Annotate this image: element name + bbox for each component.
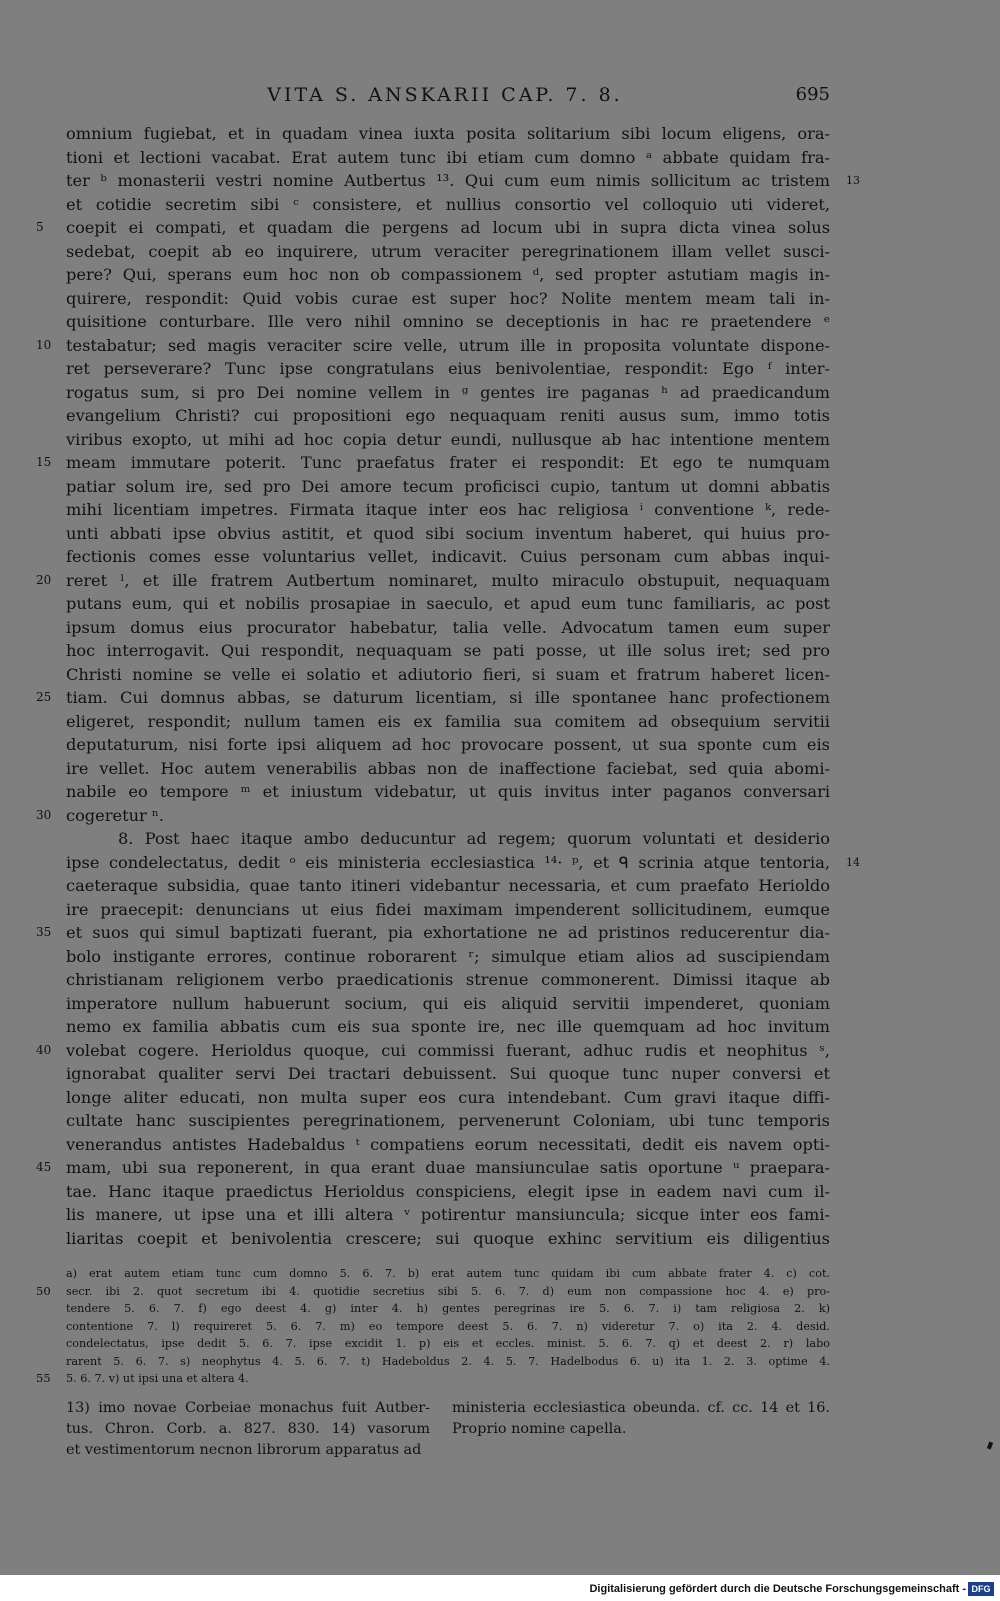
text-line [66, 263, 830, 287]
line-text: patiar solum ire, sed pro Dei amore tecum proficisci cupio, tantum ut domni abbatis [66, 476, 830, 496]
text-line [36, 804, 830, 828]
text-line [36, 216, 830, 240]
text-line [66, 240, 830, 264]
line-text: a) erat autem etiam tunc cum domno 5. 6. 7. b) erat autem tunc quidam ibi cum abbate frater 4. c) cot. [66, 1267, 830, 1280]
margin-note-ref: 13 [846, 174, 860, 187]
line-text: deputaturum, nisi forte ipsi aliquem ad hoc provocare possent, ut sua sponte cum eis [66, 735, 830, 754]
text-line [452, 1419, 830, 1440]
footer-bar [0, 1578, 1000, 1601]
running-head [60, 84, 830, 108]
line-number: 35 [36, 925, 52, 939]
text-line [66, 710, 830, 734]
line-number: 45 [36, 1160, 52, 1174]
line-number: 10 [36, 337, 52, 352]
text-line [36, 451, 830, 475]
text-line [66, 898, 830, 922]
line-text: Christi nomine se velle ei solatio et adiutorio fieri, si suam et fratrum haberet licen- [66, 664, 830, 684]
text-line [66, 968, 830, 992]
line-text: fectionis comes esse voluntarius vellet, indicavit. Cuius personam cum abbas inqui- [66, 547, 830, 566]
line-text: quisitione conturbare. Ille vero nihil omnino se deceptionis in hac re praetendere ᵉ [66, 312, 830, 331]
text-line [66, 1227, 830, 1251]
line-text: eligeret, respondit; nullum tamen eis ex familia sua comitem ad obsequium servitii [66, 711, 830, 731]
page-title: VITA S. ANSKARII CAP. 7. 8. [267, 84, 623, 106]
line-text: quirere, respondit: Quid vobis curae est super hoc? Nolite mentem meam tali in- [66, 288, 830, 308]
line-text: tiam. Cui domnus abbas, se daturum licentiam, si ille spontanee hanc profectionem [66, 688, 830, 707]
text-line [66, 1318, 830, 1336]
line-text: bolo instigante errores, continue roborarent ʳ; simulque etiam alios ad suscipiendam [66, 946, 830, 966]
text-line [66, 146, 830, 170]
text-line [66, 1180, 830, 1204]
line-text: nabile eo tempore ᵐ et iniustum videbatur, ut quis invitus inter paganos conversari [66, 782, 830, 801]
text-line [66, 992, 830, 1016]
text-line [36, 1039, 830, 1063]
text-line [66, 733, 830, 757]
line-text: imperatore nullum habuerunt socium, qui eis aliquid servitii impenderet, quoniam [66, 993, 830, 1013]
text-line [66, 475, 830, 499]
line-number: 25 [36, 690, 52, 704]
scan-speck [987, 1442, 993, 1450]
text-line [66, 1300, 830, 1318]
line-text: caeteraque subsidia, quae tanto itineri videbantur necessaria, et cum praefato Herioldo [66, 876, 830, 895]
line-text: meam immutare poterit. Tunc praefatus frater ei respondit: Et ego te numquam [66, 453, 830, 472]
text-line [66, 1335, 830, 1353]
line-text: omnium fugiebat, et in quadam vinea iuxta posita solitarium sibi locum eligens, ora- [66, 124, 830, 143]
text-line [66, 1265, 830, 1283]
line-text: cultate hanc suscipientes peregrinationem, pervenerunt Coloniam, ubi tunc temporis [66, 1111, 830, 1130]
text-line [36, 1370, 830, 1388]
line-text: Proprio nomine capella. [452, 1421, 627, 1437]
commentary-right-column [452, 1398, 830, 1440]
line-text: ignorabat qualiter servi Dei tractari debuissent. Sui quoque tunc nuper conversi et [66, 1064, 830, 1083]
main-text [36, 122, 860, 1250]
text-line [66, 639, 830, 663]
line-text: liaritas coepit et benivolentia crescere; sui quoque exhinc servitium eis diligentius [66, 1228, 830, 1248]
line-text: reret ˡ, et ille fratrem Autbertum nominaret, multo miraculo obstupuit, nequaquam [66, 570, 830, 590]
line-number: 50 [36, 1283, 51, 1298]
line-text: 5. 6. 7. v) ut ipsi una et altera 4. [66, 1372, 249, 1385]
text-line [66, 1203, 830, 1227]
text-line [66, 381, 830, 405]
line-text: longe aliter educati, non multa super eos cura intendebant. Cum gravi itaque diffi- [66, 1087, 830, 1107]
text-line [66, 945, 830, 969]
text-line [66, 757, 830, 781]
text-line [66, 1015, 830, 1039]
text-line [66, 874, 830, 898]
line-text: ret perseverare? Tunc ipse congratulans eius benivolentiae, respondit: Ego ᶠ inter- [66, 359, 830, 378]
line-text: tioni et lectioni vacabat. Erat autem tunc ibi etiam cum domno ᵃ abbate quidam fra- [66, 147, 830, 167]
line-text: 13) imo novae Corbeiae monachus fuit Autber- [66, 1400, 430, 1416]
line-number: 30 [36, 807, 52, 822]
funding-notice: Digitalisierung gefördert durch die Deutsche Forschungsgemeinschaft - [589, 1583, 966, 1595]
line-text: ipse condelectatus, dedit ᵒ eis ministeria ecclesiastica ¹⁴· ᵖ, et ᑫ scrinia atque tentoria, [66, 852, 830, 872]
text-line [66, 522, 830, 546]
line-text: rogatus sum, si pro Dei nomine vellem in ᵍ gentes ire paganas ʰ ad praedicandum [66, 382, 830, 402]
line-number: 15 [36, 455, 52, 469]
line-text: testabatur; sed magis veraciter scire velle, utrum ille in proposita voluntate dispone- [66, 335, 830, 355]
text-line [36, 1283, 830, 1301]
line-text: christianam religionem verbo praedicationis strenue commonerent. Dimissi itaque ab [66, 970, 830, 989]
text-line [66, 1353, 830, 1371]
line-text: unti abbati ipse obvius astitit, et quod sibi socium inventum haberet, qui huius pro- [66, 523, 830, 543]
text-line [66, 357, 830, 381]
line-number: 55 [36, 1371, 51, 1385]
line-text: 8. Post haec itaque ambo deducuntur ad regem; quorum voluntati et desiderio [118, 829, 830, 848]
line-text: ipsum domus eius procurator habebatur, talia velle. Advocatum tamen eum super [66, 617, 830, 637]
line-text: rarent 5. 6. 7. s) neophytus 4. 5. 6. 7. t) Hadeboldus 2. 4. 5. 7. Hadelbodus 6. u) ita 1. 2. 3. optime 4. [66, 1354, 830, 1368]
text-line [66, 310, 830, 334]
dfg-logo: DFG [968, 1582, 994, 1596]
line-text: et vestimentorum necnon librorum apparatus ad [66, 1442, 422, 1458]
line-text: cogeretur ⁿ. [66, 805, 165, 825]
line-text: hoc interrogavit. Qui respondit, nequaquam se pati posse, ut ille solus iret; sed pro [66, 641, 830, 660]
page-number: 695 [795, 84, 830, 105]
text-line [36, 921, 830, 945]
critical-apparatus [36, 1265, 830, 1388]
line-text: mam, ubi sua reponerent, in qua erant duae mansiunculae satis oportune ᵘ praepara- [66, 1158, 830, 1177]
line-text: contentione 7. l) requireret 5. 6. 7. m) eo tempore deest 5. 6. 7. n) videretur 7. o) ita 2. 4. desid. [66, 1319, 830, 1333]
text-line [66, 498, 830, 522]
text-line [66, 1419, 430, 1440]
line-text: tus. Chron. Corb. a. 827. 830. 14) vasorum [66, 1421, 430, 1437]
line-text: putans eum, qui et nobilis prosapiae in saeculo, et apud eum tunc familiaris, ac post [66, 594, 830, 613]
line-text: et cotidie secretim sibi ᶜ consistere, et nullius consortio vel colloquio uti videret, [66, 194, 830, 214]
line-number: 5 [36, 220, 44, 234]
text-line [36, 1156, 830, 1180]
line-text: tae. Hanc itaque praedictus Herioldus conspiciens, elegit ipse in eadem navi cum il- [66, 1181, 830, 1201]
text-line [66, 851, 860, 875]
text-line [66, 1440, 430, 1461]
text-line [452, 1398, 830, 1419]
text-line [66, 193, 830, 217]
line-text: sedebat, coepit ab eo inquirere, utrum veraciter peregrinationem illam vellet susci- [66, 241, 830, 261]
line-text: venerandus antistes Hadebaldus ᵗ compatiens eorum necessitati, dedit eis navem opti- [66, 1134, 830, 1154]
line-text: et suos qui simul baptizati fuerant, pia exhortatione ne ad pristinos reducerentur dia- [66, 923, 830, 942]
line-text: lis manere, ut ipse una et illi altera ᵛ potirentur mansiuncula; sicque inter eos fami- [66, 1205, 830, 1224]
text-line [66, 1109, 830, 1133]
text-line [36, 334, 830, 358]
line-text: ter ᵇ monasterii vestri nomine Autbertus ¹³. Qui cum eum nimis sollicitum ac tristem [66, 171, 830, 190]
commentary-left-column [66, 1398, 430, 1461]
text-line [66, 827, 830, 851]
text-line [66, 287, 830, 311]
line-text: ministeria ecclesiastica obeunda. cf. cc. 14 et 16. [452, 1400, 830, 1416]
text-line [36, 569, 830, 593]
line-text: pere? Qui, sperans eum hoc non ob compassionem ᵈ, sed propter astutiam magis in- [66, 265, 830, 284]
text-line [36, 686, 830, 710]
text-line [66, 1398, 430, 1419]
line-text: secr. ibi 2. quot secretum ibi 4. quotidie secretius sibi 5. 6. 7. d) eum non compassione hoc 4. e) pro- [66, 1284, 830, 1298]
line-text: evangelium Christi? cui propositioni ego nequaquam reniti ausus sum, immo totis [66, 406, 830, 425]
line-number: 20 [36, 572, 52, 587]
text-line [66, 1086, 830, 1110]
line-text: ire vellet. Hoc autem venerabilis abbas non de inaffectione faciebat, sed quia abomi- [66, 758, 830, 778]
line-text: condelectatus, ipse dedit 5. 6. 7. ipse excidit 1. p) eis et eccles. minist. 5. 6. 7. q) et deest 2. r) labo [66, 1337, 830, 1350]
line-text: viribus exopto, ut mihi ad hoc copia detur eundi, nullusque ab hac intentione mentem [66, 429, 830, 449]
line-number: 40 [36, 1042, 52, 1057]
text-line [66, 545, 830, 569]
line-text: volebat cogere. Herioldus quoque, cui commissi fuerant, adhuc rudis et neophitus ˢ, [66, 1040, 830, 1060]
text-line [66, 592, 830, 616]
text-line [66, 663, 830, 687]
line-text: coepit ei compati, et quadam die pergens ad locum ubi in supra dicta vinea solus [66, 218, 830, 237]
text-line [66, 1133, 830, 1157]
text-line [66, 122, 830, 146]
text-line [66, 169, 860, 193]
line-text: mihi licentiam impetres. Firmata itaque inter eos hac religiosa ⁱ conventione ᵏ, rede- [66, 500, 830, 519]
line-text: nemo ex familia abbatis cum eis sua sponte ire, nec ille quemquam ad hoc invitum [66, 1017, 830, 1036]
margin-note-ref: 14 [846, 855, 860, 869]
text-line [66, 428, 830, 452]
text-line [66, 404, 830, 428]
line-text: tendere 5. 6. 7. f) ego deest 4. g) inter 4. h) gentes peregrinas ire 5. 6. 7. i) tam religiosa 2. k) [66, 1302, 830, 1315]
text-line [66, 780, 830, 804]
line-text: ire praecepit: denuncians ut eius fidei maximam impenderent sollicitudinem, eumque [66, 899, 830, 919]
text-line [66, 616, 830, 640]
text-line [66, 1062, 830, 1086]
